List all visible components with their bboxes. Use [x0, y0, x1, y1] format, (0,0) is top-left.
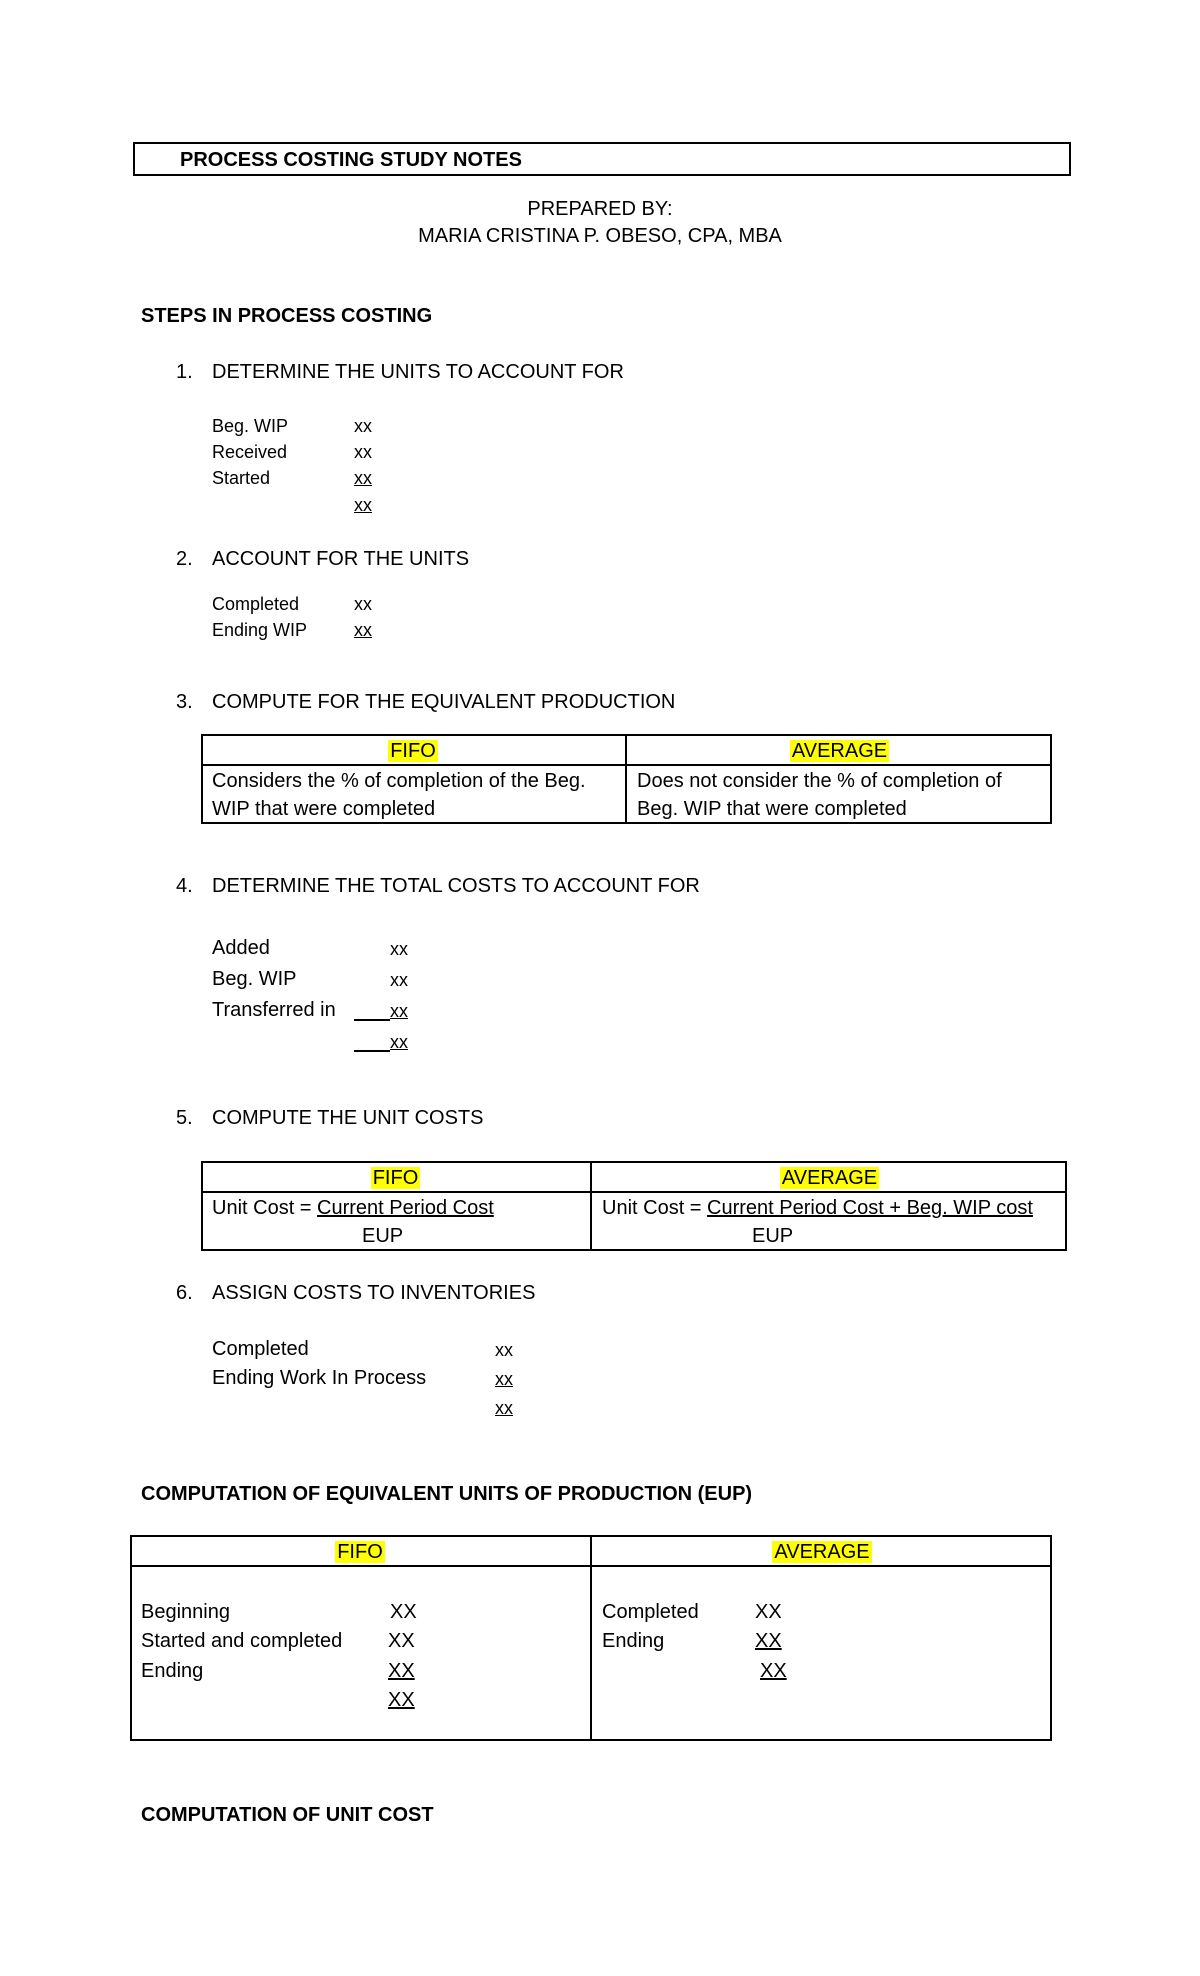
step-title: ASSIGN COSTS TO INVENTORIES	[212, 1282, 536, 1304]
average-denominator: EUP	[752, 1225, 794, 1247]
row-label: Beginning	[141, 1601, 230, 1623]
fifo-formula: Unit Cost = Current Period Cost	[212, 1197, 494, 1219]
fifo-header: FIFO	[337, 1541, 383, 1563]
unit-cost-heading: COMPUTATION OF UNIT COST	[141, 1804, 434, 1826]
row-label: Completed	[212, 1338, 309, 1360]
row-value: xx	[390, 939, 408, 959]
row-label: Ending	[141, 1660, 204, 1682]
row-value: xx	[354, 620, 372, 640]
average-description-line1: Does not consider the % of completion of	[637, 770, 1002, 792]
eup-heading: COMPUTATION OF EQUIVALENT UNITS OF PRODUCTION (EUP)	[141, 1483, 753, 1505]
row-label: Ending	[602, 1630, 665, 1652]
row-value: xx	[354, 594, 372, 614]
row-value: xx	[495, 1340, 513, 1360]
row-value: xx	[354, 416, 372, 436]
row-label: Ending WIP	[212, 620, 308, 640]
row-label: Beg. WIP	[212, 968, 297, 990]
row-value: xx	[390, 1001, 408, 1021]
step-number: 2.	[176, 548, 193, 570]
row-label: Completed	[602, 1601, 699, 1623]
step-title: ACCOUNT FOR THE UNITS	[212, 548, 470, 570]
step-title: COMPUTE THE UNIT COSTS	[212, 1107, 484, 1129]
row-label: Beg. WIP	[212, 416, 289, 436]
fifo-header: FIFO	[390, 740, 436, 762]
total-value: xx	[495, 1398, 513, 1418]
row-value: XX	[755, 1630, 782, 1652]
average-description-line2: Beg. WIP that were completed	[637, 798, 907, 820]
step-number: 1.	[176, 361, 193, 383]
row-label: Completed	[212, 594, 300, 614]
fifo-header: FIFO	[372, 1167, 419, 1189]
page-title: PROCESS COSTING STUDY NOTES	[180, 149, 522, 171]
steps-heading: STEPS IN PROCESS COSTING	[141, 305, 433, 327]
fifo-description-line2: WIP that were completed	[212, 798, 436, 820]
average-formula: Unit Cost = Current Period Cost + Beg. WIP cost	[602, 1197, 1033, 1219]
row-value: xx	[354, 468, 372, 488]
row-label: Started	[212, 468, 271, 488]
fifo-denominator: EUP	[362, 1225, 404, 1247]
average-header: AVERAGE	[791, 740, 888, 762]
row-label: Ending Work In Process	[212, 1367, 427, 1389]
author-name: MARIA CRISTINA P. OBESO, CPA, MBA	[418, 225, 782, 247]
row-label: Transferred in	[212, 999, 336, 1021]
step-number: 5.	[176, 1107, 193, 1129]
step-number: 6.	[176, 1282, 193, 1304]
fifo-description-line1: Considers the % of completion of the Beg.	[212, 770, 586, 792]
total-value: xx	[354, 495, 372, 515]
total-value: XX	[388, 1689, 415, 1711]
average-numerator: Current Period Cost + Beg. WIP cost	[707, 1197, 1033, 1219]
row-label: Started and completed	[141, 1630, 343, 1652]
row-label: Received	[212, 442, 288, 462]
total-value: xx	[390, 1032, 408, 1052]
row-value: XX	[388, 1660, 415, 1682]
total-value: XX	[760, 1660, 787, 1682]
prepared-by-label: PREPARED BY:	[527, 198, 673, 220]
average-header: AVERAGE	[781, 1167, 878, 1189]
step-number: 3.	[176, 691, 193, 713]
row-value: xx	[495, 1369, 513, 1389]
average-header: AVERAGE	[774, 1541, 870, 1563]
row-value: XX	[390, 1601, 417, 1623]
step-title: DETERMINE THE TOTAL COSTS TO ACCOUNT FOR	[212, 875, 700, 897]
step-title: DETERMINE THE UNITS TO ACCOUNT FOR	[212, 361, 624, 383]
row-value: xx	[390, 970, 408, 990]
row-label: Added	[212, 937, 270, 959]
row-value: XX	[755, 1601, 782, 1623]
fifo-numerator: Current Period Cost	[317, 1197, 494, 1219]
step-number: 4.	[176, 875, 193, 897]
step-title: COMPUTE FOR THE EQUIVALENT PRODUCTION	[212, 691, 676, 713]
row-value: XX	[388, 1630, 415, 1652]
row-value: xx	[354, 442, 372, 462]
